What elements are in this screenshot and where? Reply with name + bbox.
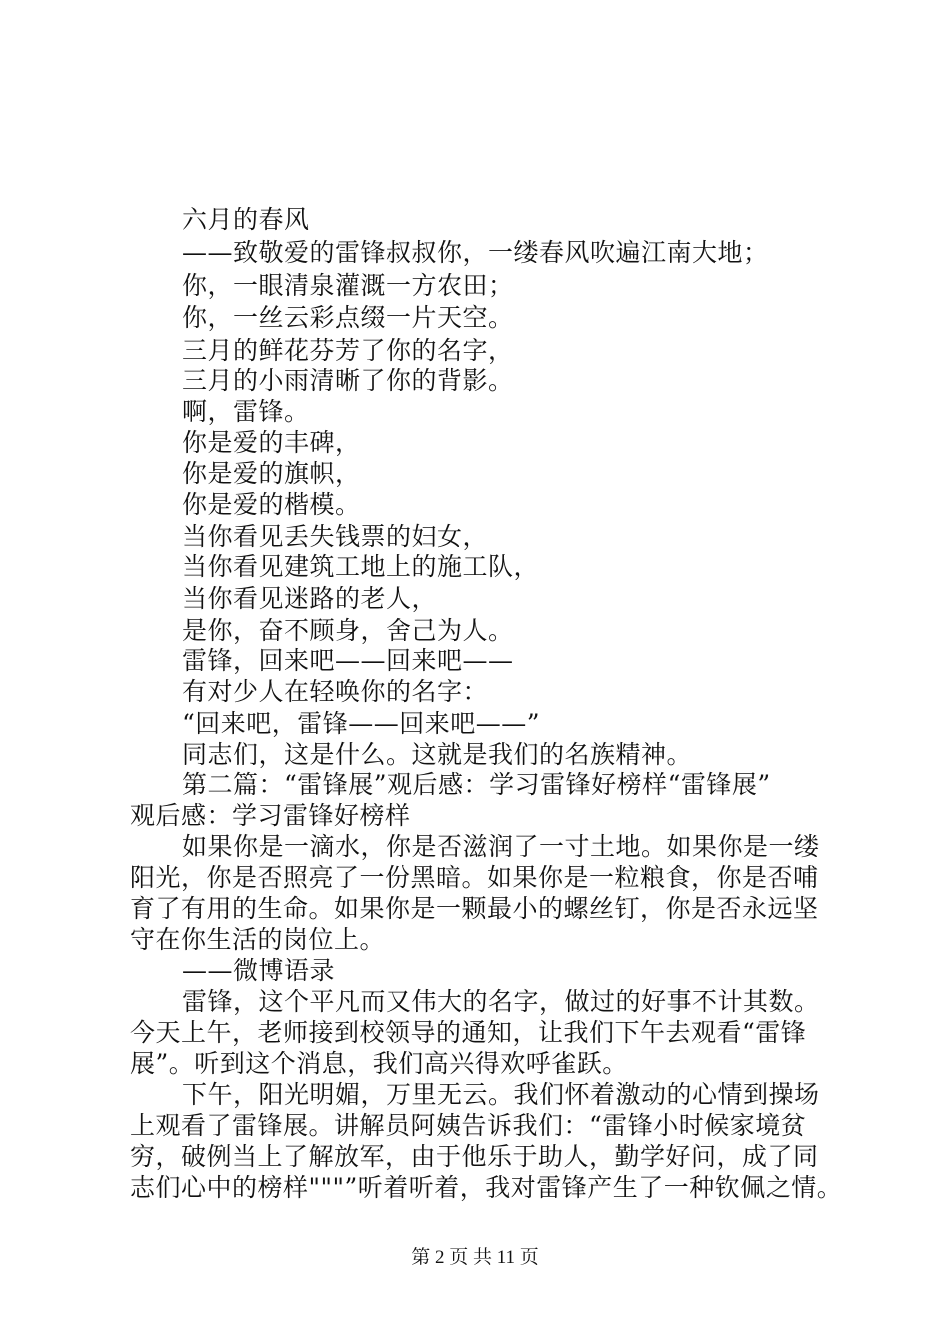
page-number-footer: 第 2 页 共 11 页 [411,1247,539,1268]
article-heading: 观后感：学习雷锋好榜样 [130,801,411,830]
paragraph-line: 展”。听到这个消息，我们高兴得欢呼雀跃。 [130,1049,628,1078]
poem-line: 三月的鲜花芬芳了你的名字， [182,336,514,365]
article-heading: 第二篇：“雷锋展”观后感：学习雷锋好榜样“雷锋展” [182,770,771,799]
paragraph-line: 阳光，你是否照亮了一份黑暗。如果你是一粒粮食，你是否哺 [130,863,819,892]
poem-line: 当你看见丢失钱票的妇女， [182,522,489,551]
poem-line: 三月的小雨清晰了你的背影。 [182,366,514,395]
paragraph-line: 育了有用的生命。如果你是一颗最小的螺丝钉，你是否永远坚 [130,894,819,923]
poem-title: 六月的春风 [182,205,310,234]
poem-line: 你是爱的楷模。 [182,490,361,519]
paragraph-line: 守在你生活的岗位上。 [130,925,386,954]
poem-line: 雷锋，回来吧——回来吧—— [182,646,514,675]
poem-line: 你，一丝云彩点缀一片天空。 [182,303,514,332]
paragraph-line: 志们心中的榜样"""”听着听着，我对雷锋产生了一种钦佩之情。 [130,1173,843,1202]
poem-line: 当你看见迷路的老人， [182,584,438,613]
paragraph-line: 如果你是一滴水，你是否滋润了一寸土地。如果你是一缕 [182,832,820,861]
paragraph-line: 穷，破例当上了解放军，由于他乐于助人，勤学好问，成了同 [130,1142,819,1171]
poem-line: 你，一眼清泉灌溉一方农田； [182,271,514,300]
poem-line: 同志们，这是什么。这就是我们的名族精神。 [182,740,693,769]
poem-line: 啊，雷锋。 [182,397,310,426]
poem-line: “回来吧，雷锋——回来吧——” [182,709,541,738]
quote-source: ——微博语录 [182,956,336,985]
poem-line: ——致敬爱的雷锋叔叔你，一缕春风吹遍江南大地； [182,238,769,267]
paragraph-line: 今天上午，老师接到校领导的通知，让我们下午去观看“雷锋 [130,1018,807,1047]
poem-line: 是你，奋不顾身，舍己为人。 [182,616,514,645]
paragraph-line: 雷锋，这个平凡而又伟大的名字，做过的好事不计其数。 [182,987,820,1016]
poem-line: 你是爱的旗帜， [182,459,361,488]
paragraph-line: 下午，阳光明媚，万里无云。我们怀着激动的心情到操场 [182,1080,820,1109]
poem-line: 有对少人在轻唤你的名字： [182,677,489,706]
poem-line: 你是爱的丰碑， [182,428,361,457]
poem-line: 当你看见建筑工地上的施工队， [182,552,540,581]
paragraph-line: 上观看了雷锋展。讲解员阿姨告诉我们：“雷锋小时候家境贫 [130,1111,807,1140]
